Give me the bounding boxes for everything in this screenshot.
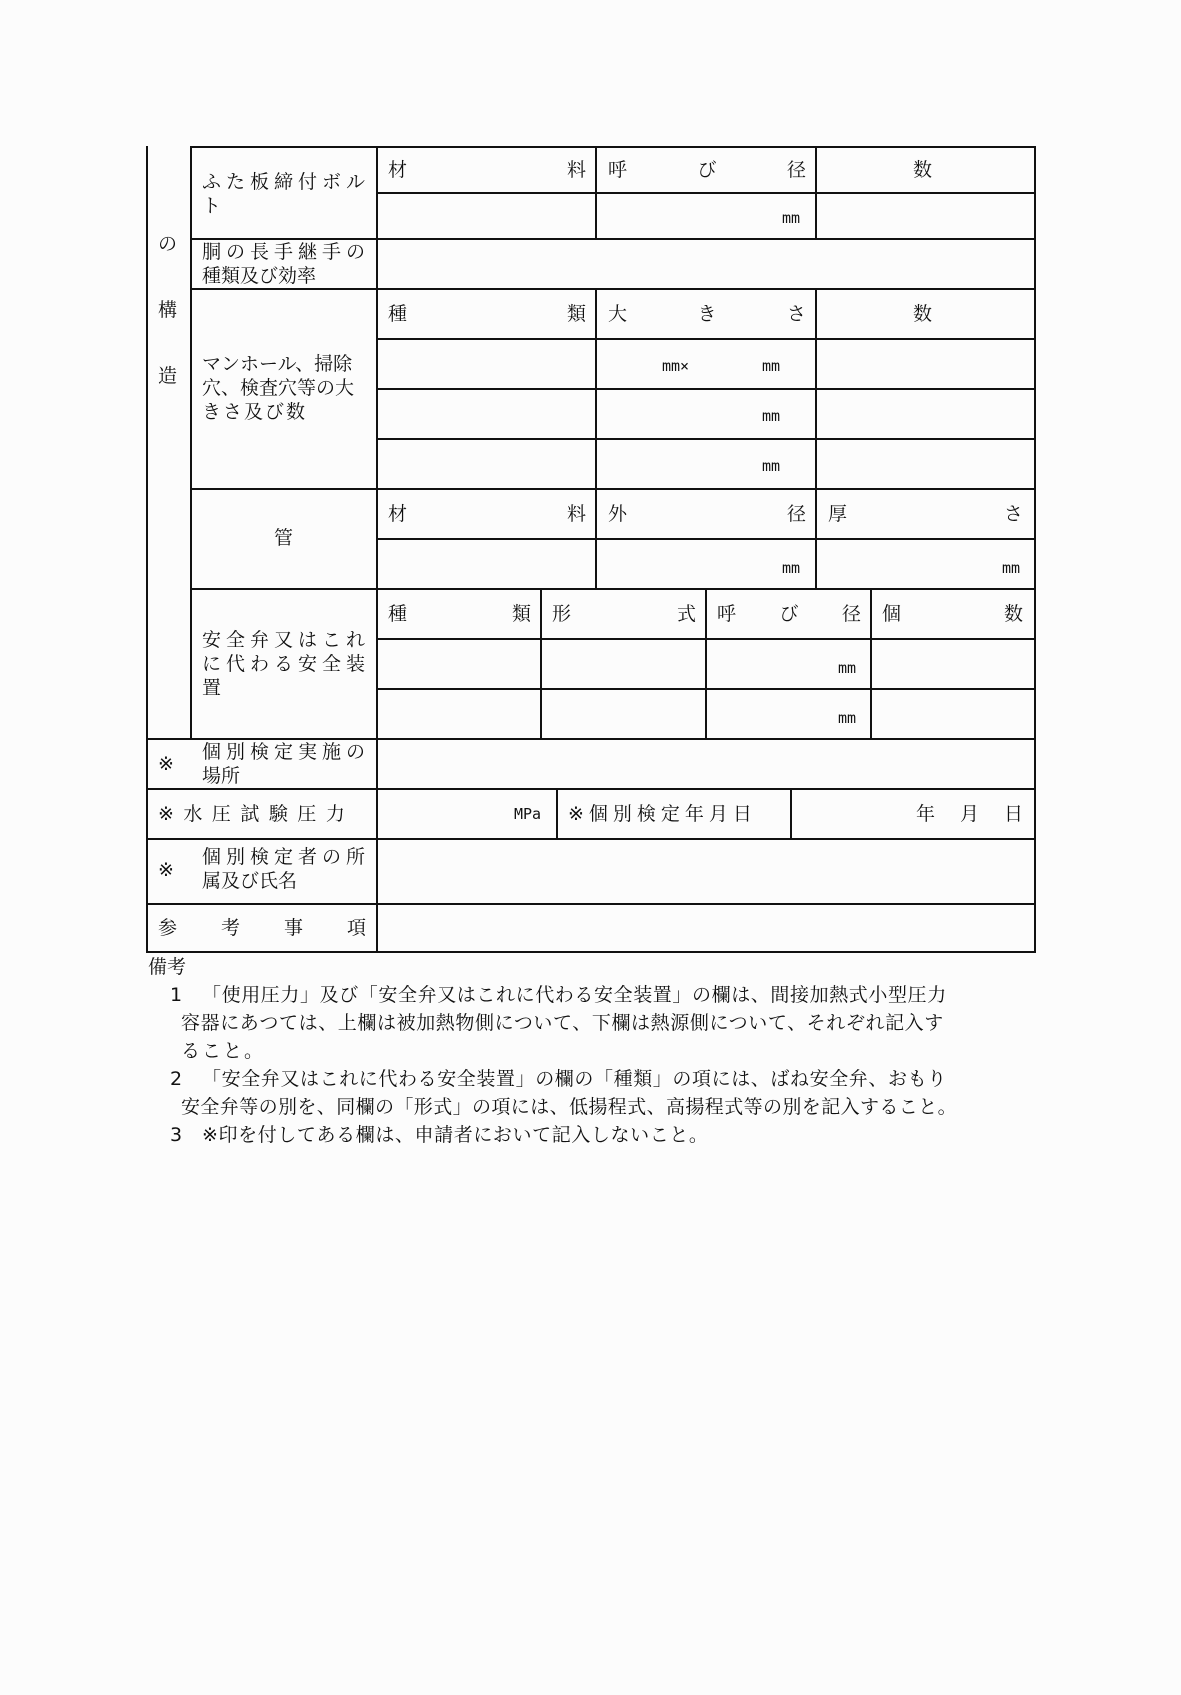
manhole-count-field-3[interactable] [817,440,1034,488]
safety-form-field-1[interactable] [542,640,705,688]
manhole-type-field-3[interactable] [378,440,595,488]
manhole-size-unit-1b: mm [762,357,781,375]
water-pressure-label: ※水圧試験圧力 [158,803,355,825]
pipe-header-material: 材 料 [388,503,586,525]
safety-valve-label-2: に代わる安全装 [202,653,371,675]
seam-label-2: 種類及び効率 [202,265,317,287]
manhole-header-type: 種 類 [388,303,586,325]
note-3-number: 3 [170,1124,183,1146]
pipe-outer-diameter-unit: mm [782,559,801,577]
safety-header-count: 個 数 [882,603,1023,625]
safety-valve-label-3: 置 [202,677,222,699]
reference-label: 参 考 事 項 [158,917,366,939]
note-2-number: 2 [170,1068,183,1090]
safety-header-diameter: 呼 び 径 [717,603,861,625]
manhole-header-count: 数 [913,303,933,325]
manhole-size-unit-1a: mm× [662,357,690,375]
inspector-mark: ※ [158,859,174,881]
row-line [190,288,1036,290]
safety-form-field-2[interactable] [542,690,705,738]
note-1-line-3: ること。 [181,1040,266,1062]
seam-field[interactable] [378,240,1034,288]
notes-title: 備考 [148,956,187,978]
manhole-label-2: 穴、検査穴等の大 [202,377,355,399]
note-2-line-2: 安全弁等の別を、同欄の「形式」の項には、低揚程式、高揚程式等の別を記入すること。 [181,1096,958,1118]
bolt-label-2: ト [202,195,222,217]
manhole-count-field-2[interactable] [817,390,1034,438]
manhole-size-unit-3: mm [762,457,781,475]
pipe-material-field[interactable] [378,540,595,588]
date-unit-day: 日 [1004,803,1024,825]
manhole-size-field-3[interactable] [597,440,815,488]
bolt-header-diameter: 呼 び 径 [608,159,806,181]
manhole-size-field-1[interactable] [597,340,815,388]
date-unit-year: 年 [916,803,936,825]
table-border-left [146,146,148,952]
table-border-right [1034,146,1036,952]
inspector-field[interactable] [378,840,1034,903]
manhole-size-field-2[interactable] [597,390,815,438]
note-2-line-1: 「安全弁又はこれに代わる安全装置」の欄の「種類」の項には、ばね安全弁、おもり [202,1068,947,1090]
manhole-type-field-1[interactable] [378,340,595,388]
reference-field[interactable] [378,905,1034,951]
manhole-size-unit-2: mm [762,407,781,425]
safety-diameter-unit-2: mm [838,709,857,727]
row-line [190,588,1036,590]
manhole-header-size: 大 き さ [608,303,806,325]
section-label-zou: 造 [158,365,178,387]
inspector-label: 個別検定者の所 [202,846,371,868]
safety-type-field-1[interactable] [378,640,540,688]
safety-diameter-unit-1: mm [838,659,857,677]
bolt-count-field[interactable] [817,194,1034,238]
inspection-place-field[interactable] [378,740,1034,788]
note-3-line-1: ※印を付してある欄は、申請者において記入しないこと。 [202,1124,709,1146]
bolt-header-count: 数 [913,159,933,181]
safety-valve-label: 安全弁又はこれ [202,629,371,651]
seam-label: 胴の長手継手の [202,241,371,263]
pipe-label: 管 [274,527,294,549]
inspection-date-field[interactable] [792,790,1034,838]
safety-count-field-2[interactable] [872,690,1034,738]
inspection-place-mark: ※ [158,753,174,775]
inspector-label-2: 属及び氏名 [202,870,298,892]
manhole-count-field-1[interactable] [817,340,1034,388]
manhole-type-field-2[interactable] [378,390,595,438]
pipe-header-outer-diameter: 外 径 [608,503,806,525]
note-1-number: 1 [170,984,183,1006]
manhole-label: マンホール、掃除 [202,353,353,375]
water-pressure-unit: MPa [514,805,542,823]
safety-type-field-2[interactable] [378,690,540,738]
inspection-place-label-2: 場所 [202,765,241,787]
section-divider [190,146,192,738]
col-line [556,788,558,838]
manhole-label-3: きさ及び数 [202,401,308,423]
safety-header-form: 形 式 [552,603,696,625]
pipe-header-thickness: 厚 さ [828,503,1023,525]
bolt-label: ふた板締付ボル [202,171,371,193]
inspection-place-label: 個別検定実施の [202,741,371,763]
bolt-material-field[interactable] [378,194,595,238]
pipe-thickness-unit: mm [1002,559,1021,577]
bolt-diameter-unit: mm [782,209,801,227]
bolt-header-material: 材 料 [388,159,586,181]
section-label-kou: 構 [158,299,178,321]
safety-count-field-1[interactable] [872,640,1034,688]
note-1-line-2: 容器にあつては、上欄は被加熱物側について、下欄は熱源側について、それぞれ記入す [181,1012,944,1034]
row-line [190,488,1036,490]
safety-header-type: 種 類 [388,603,531,625]
note-1-line-1: 「使用圧力」及び「安全弁又はこれに代わる安全装置」の欄は、間接加熱式小型圧力 [202,984,947,1006]
row-line [146,951,1036,953]
section-label-no: の [158,233,178,255]
row-line [190,146,1036,148]
date-unit-month: 月 [960,803,980,825]
inspection-date-label: ※個別検定年月日 [568,803,757,825]
